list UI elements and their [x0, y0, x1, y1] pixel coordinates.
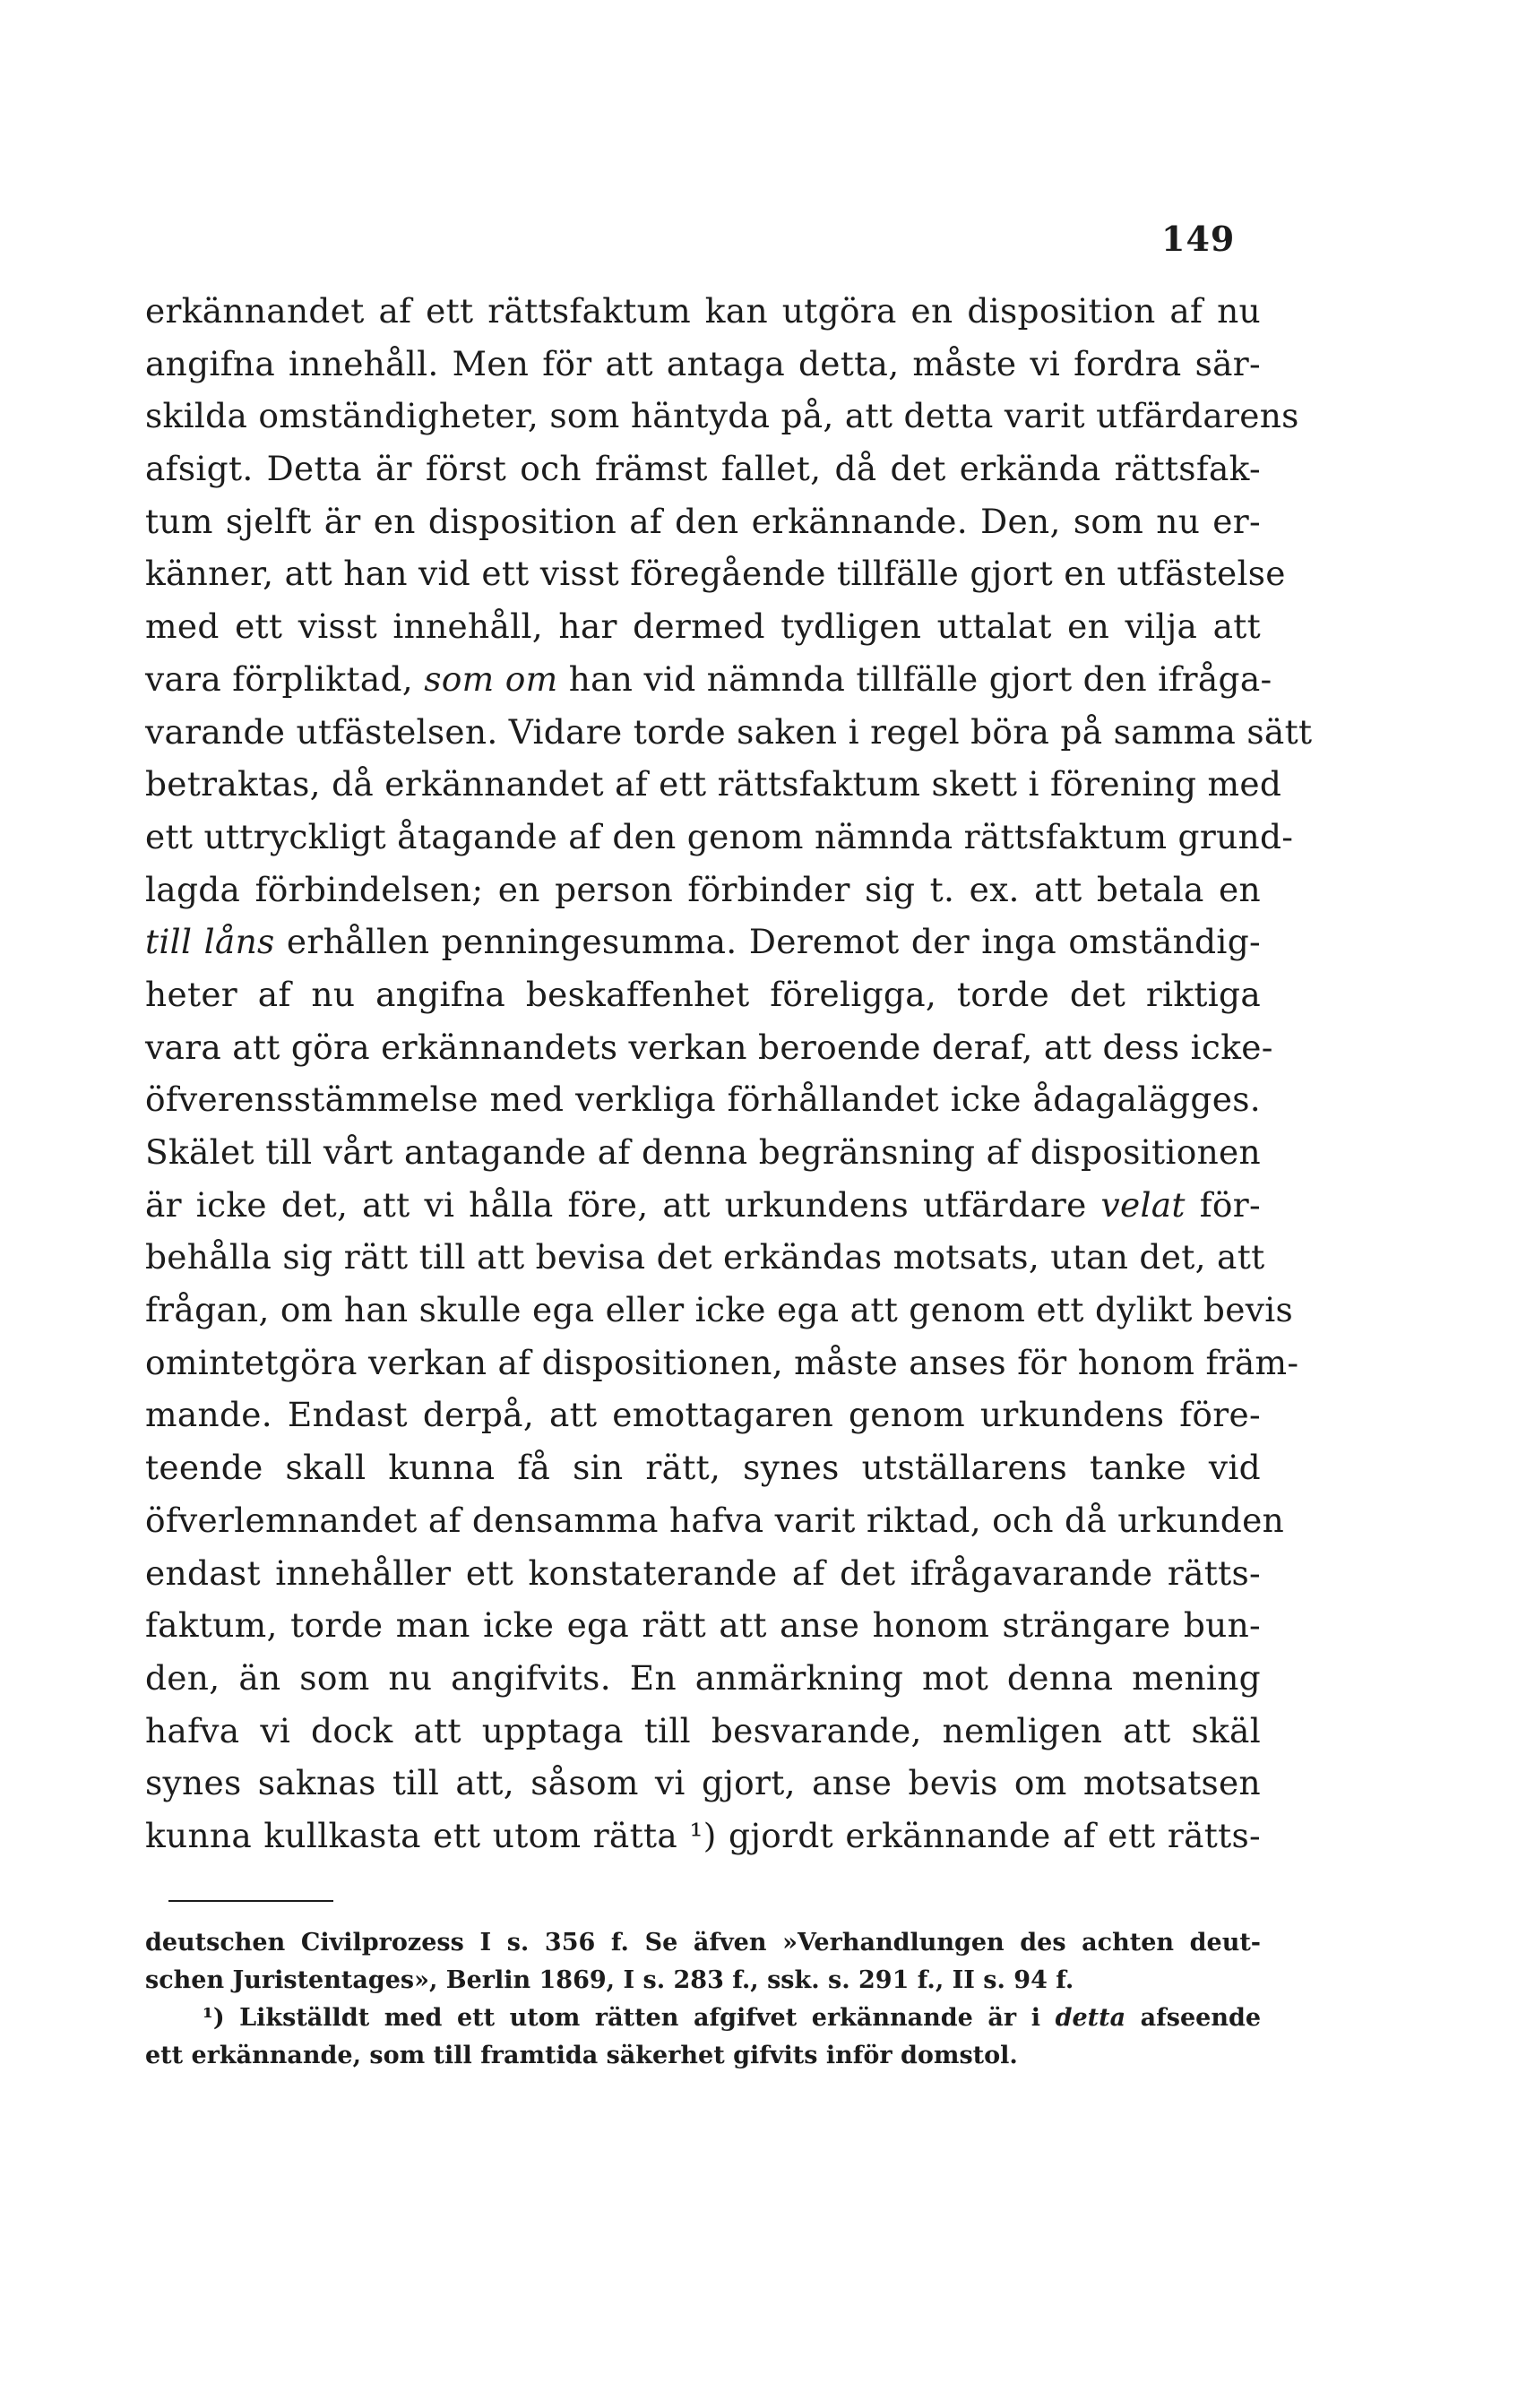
text-line: är icke det, att vi hålla före, att urkundens utfärdare velat för- [145, 1184, 1261, 1225]
text-line: heter af nu angifna beskaffenhet föreligga, torde det riktiga [145, 974, 1261, 1014]
text-line: öfverlemnandet af densamma hafva varit riktad, och då urkunden [145, 1500, 1285, 1540]
footnote-line: deutschen Civilprozess I s. 356 f. Se äfven »Verhandlungen des achten deut- [145, 1929, 1261, 1956]
text-line: betraktas, då erkännandet af ett rättsfaktum skett i förening med [145, 764, 1282, 804]
text-line: skilda omständigheter, som häntyda på, att detta varit utfärdarens [145, 396, 1299, 436]
text-line: vara att göra erkännandets verkan beroende deraf, att dess icke- [145, 1027, 1273, 1067]
text-line: till låns erhållen penningesumma. Deremot der inga omständig- [145, 922, 1261, 962]
text-line: ett uttryckligt åtagande af den genom nämnda rättsfaktum grund- [145, 816, 1294, 856]
text-line: endast innehåller ett konstaterande af det ifrågavarande rätts- [145, 1552, 1261, 1593]
body-text [145, 285, 1313, 1862]
text-line: hafva vi dock att upptaga till besvarande, nemligen att skäl [145, 1710, 1261, 1750]
text-line: med ett visst innehåll, har dermed tydligen uttalat en vilja att [145, 606, 1261, 647]
text-line: tum sjelft är en disposition af den erkännande. Den, som nu er- [145, 501, 1261, 541]
text-line: känner, att han vid ett visst föregående tillfälle gjort en utfästelse [145, 554, 1286, 594]
text-line: mande. Endast derpå, att emottagaren genom urkundens före- [145, 1395, 1261, 1435]
italic-phrase: detta [1055, 2004, 1126, 2032]
text-line: den, än som nu angifvits. En anmärkning mot denna mening [145, 1657, 1261, 1698]
text-line: synes saknas till att, såsom vi gjort, anse bevis om motsatsen [145, 1763, 1261, 1803]
text-line: lagda förbindelsen; en person förbinder sig t. ex. att betala en [145, 869, 1261, 909]
text-line: vara förpliktad, som om han vid nämnda tillfälle gjort den ifråga- [145, 658, 1272, 699]
text-line: Skälet till vårt antagande af denna begränsning af dispositionen [145, 1132, 1261, 1172]
footnote-line: schen Juristentages», Berlin 1869, I s. 283 f., ssk. s. 291 f., II s. 94 f. [145, 1966, 1074, 1994]
text-line: kunna kullkasta ett utom rätta ¹) gjordt erkännande af ett rätts- [145, 1815, 1261, 1855]
text-line: omintetgöra verkan af dispositionen, måste anses för honom främ- [145, 1342, 1299, 1382]
footnotes [145, 1924, 1261, 2075]
italic-phrase: velat [1100, 1184, 1186, 1225]
text-line: behålla sig rätt till att bevisa det erkändas motsats, utan det, att [145, 1237, 1265, 1277]
text-line: frågan, om han skulle ega eller icke ega att genom ett dylikt bevis [145, 1290, 1294, 1330]
italic-phrase: till låns [145, 922, 275, 962]
footnote-line: ¹) Likställdt med ett utom rätten afgifvet erkännande är i detta afseende [203, 2004, 1262, 2032]
text-line: öfverensstämmelse med verkliga förhållandet icke ådagalägges. [145, 1079, 1261, 1120]
footnote-divider [168, 1900, 333, 1902]
text-line: faktum, torde man icke ega rätt att anse honom strängare bun- [145, 1605, 1261, 1646]
text-line: varande utfästelsen. Vidare torde saken i regel böra på samma sätt [145, 711, 1313, 752]
italic-phrase: som om [424, 658, 558, 699]
text-line: teende skall kunna få sin rätt, synes utställarens tanke vid [145, 1448, 1261, 1488]
text-line: erkännandet af ett rättsfaktum kan utgöra en disposition af nu [145, 291, 1261, 331]
page-number: 149 [1161, 219, 1236, 259]
text-line: afsigt. Detta är först och främst fallet, då det erkända rättsfak- [145, 449, 1261, 489]
text-line: angifna innehåll. Men för att antaga detta, måste vi fordra sär- [145, 343, 1261, 383]
footnote-line: ett erkännande, som till framtida säkerhet gifvits inför domstol. [145, 2042, 1018, 2069]
